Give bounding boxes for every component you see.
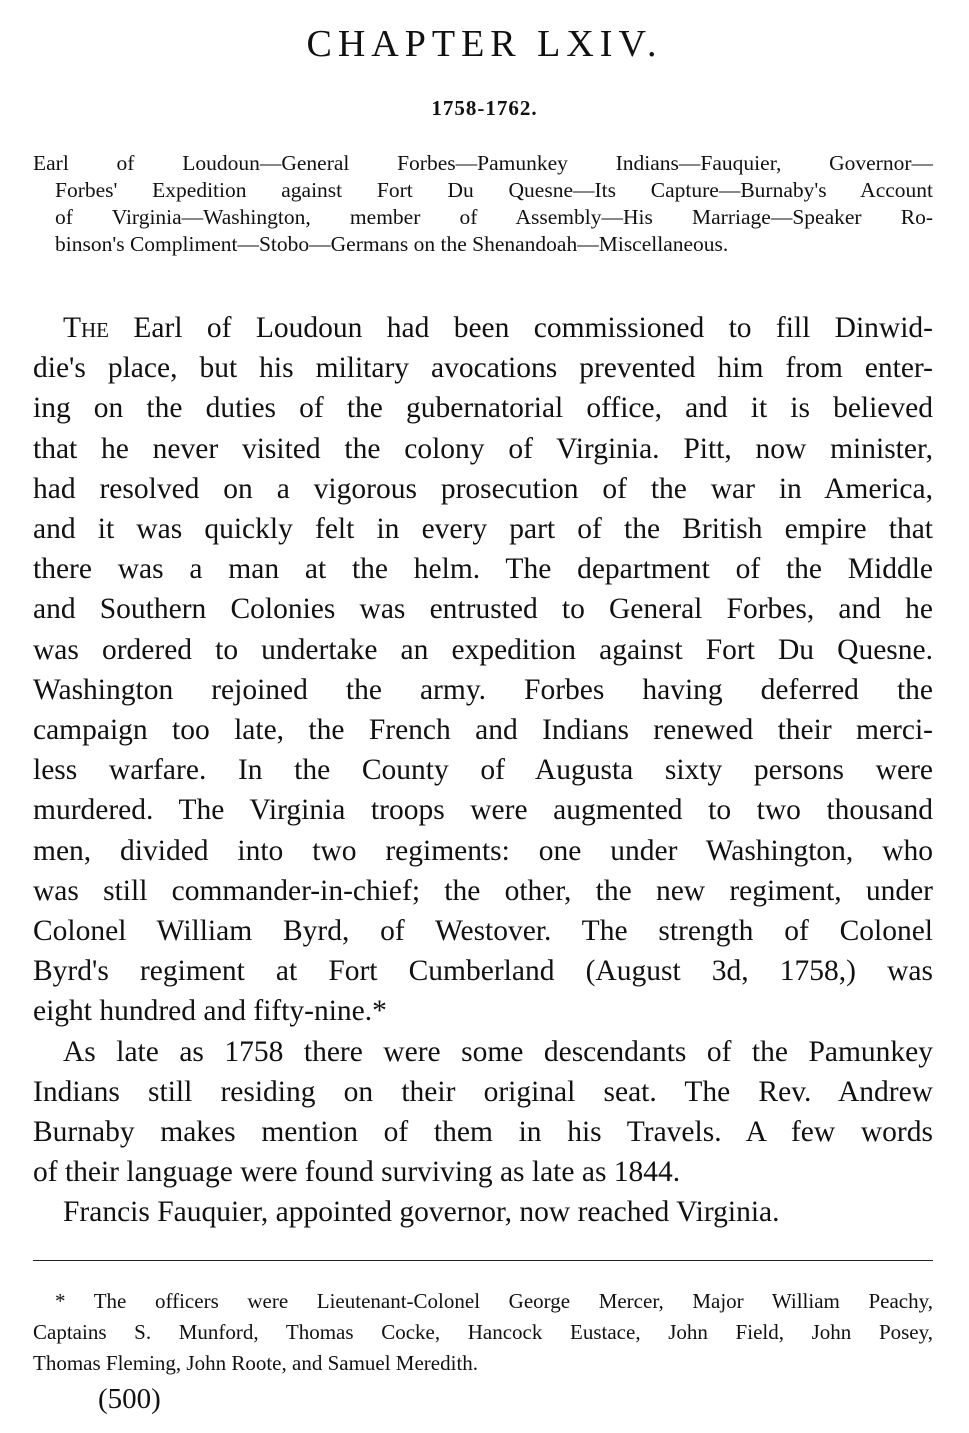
chapter-summary [33, 150, 933, 258]
paragraph-line: As late as 1758 there were some descendants of the Pamunkey [63, 1035, 933, 1068]
paragraph-line: had resolved on a vigorous prosecution of the war in America, [33, 472, 933, 505]
chapter-title: CHAPTER LXIV. [306, 23, 663, 65]
first-line-text: Earl of Loudoun had been commissioned to fill Dinwid- [109, 312, 933, 344]
body-text [33, 308, 933, 1233]
paragraph-line: and it was quickly felt in every part of the British empire that [33, 513, 933, 546]
paragraph-line [33, 308, 933, 348]
paragraph-line: die's place, but his military avocations prevented him from enter- [33, 352, 933, 385]
paragraph-line: that he never visited the colony of Virginia. Pitt, now minister, [33, 432, 933, 465]
paragraph-line: ing on the duties of the gubernatorial office, and it is believed [33, 392, 933, 425]
paragraph-line: was still commander-in-chief; the other, the new regiment, under [33, 874, 933, 907]
paragraph-line: of their language were found surviving as late as 1844. [33, 1156, 681, 1189]
paragraph-line: and Southern Colonies was entrusted to General Forbes, and he [33, 593, 933, 626]
paragraph-3 [33, 1192, 933, 1232]
summary-line: Forbes' Expedition against Fort Du Quesne—Its Capture—Burnaby's Account [55, 178, 933, 202]
summary-line: Earl of Loudoun—General Forbes—Pamunkey Indians—Fauquier, Governor— [33, 151, 933, 175]
paragraph-line: eight hundred and fifty-nine.* [33, 995, 387, 1028]
footnote [33, 1286, 933, 1379]
summary-line: binson's Compliment—Stobo—Germans on the Shenandoah—Miscellaneous. [55, 232, 729, 256]
footnote-line: Thomas Fleming, John Roote, and Samuel Meredith. [33, 1351, 479, 1375]
paragraph-line: Washington rejoined the army. Forbes having deferred the [33, 673, 933, 706]
paragraph-2 [33, 1032, 933, 1193]
paragraph-line: was ordered to undertake an expedition against Fort Du Quesne. [33, 633, 933, 666]
page-number: (500) [98, 1383, 161, 1415]
chapter-years: 1758-1762. [431, 96, 538, 120]
footnote-line: Captains S. Munford, Thomas Cocke, Hancock Eustace, John Field, John Posey, [33, 1320, 933, 1344]
paragraph-line: Colonel William Byrd, of Westover. The strength of Colonel [33, 915, 933, 948]
paragraph-line: Burnaby makes mention of them in his Travels. A few words [33, 1116, 933, 1149]
paragraph-line: there was a man at the helm. The department of the Middle [33, 553, 933, 586]
paragraph-line: Francis Fauquier, appointed governor, now reached Virginia. [63, 1196, 780, 1229]
drop-word: The [63, 312, 110, 344]
footnote-line: * The officers were Lieutenant-Colonel George Mercer, Major William Peachy, [55, 1289, 933, 1313]
paragraph-line: Indians still residing on their original seat. The Rev. Andrew [33, 1075, 933, 1108]
paragraph-1 [33, 308, 933, 1032]
paragraph-line: Byrd's regiment at Fort Cumberland (August 3d, 1758,) was [33, 955, 933, 988]
footnote-divider [33, 1260, 933, 1261]
paragraph-line: less warfare. In the County of Augusta sixty persons were [33, 754, 933, 787]
paragraph-line: campaign too late, the French and Indians renewed their merci- [33, 714, 933, 747]
summary-line: of Virginia—Washington, member of Assembly—His Marriage—Speaker Ro- [55, 205, 933, 229]
paragraph-line: men, divided into two regiments: one under Washington, who [33, 834, 933, 867]
paragraph-line: murdered. The Virginia troops were augmented to two thousand [33, 794, 933, 827]
